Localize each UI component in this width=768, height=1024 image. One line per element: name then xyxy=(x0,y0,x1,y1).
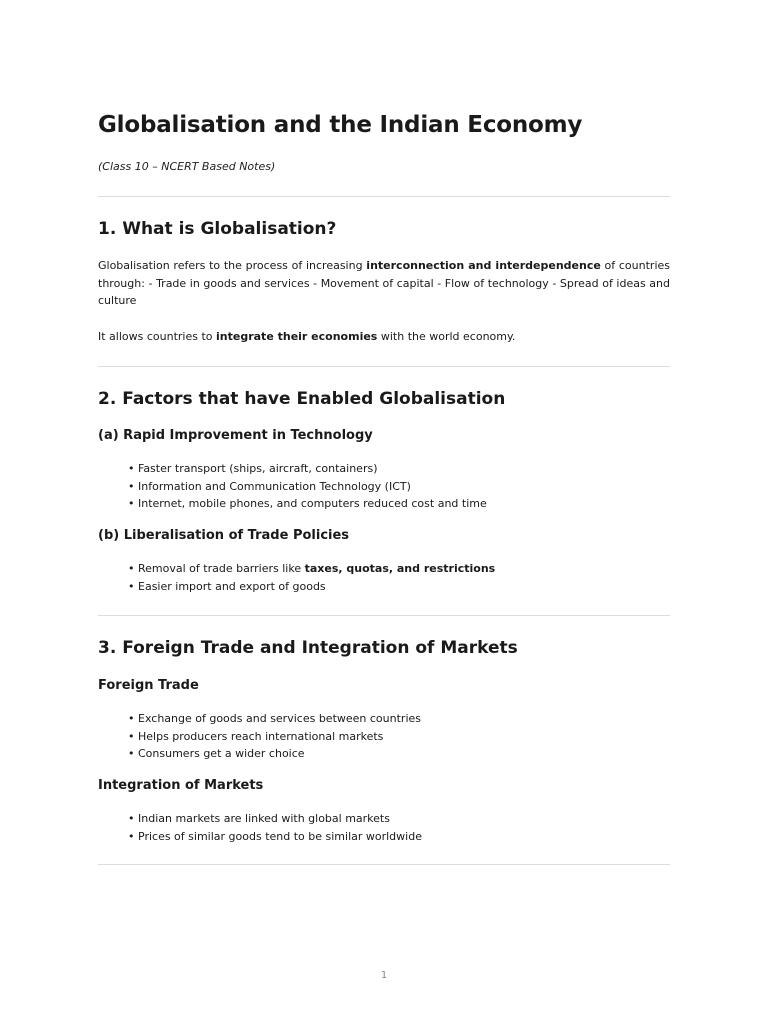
text-span: Globalisation refers to the process of increasing xyxy=(98,259,367,272)
list-item: • Helps producers reach international markets xyxy=(128,728,421,746)
list-item: • Indian markets are linked with global markets xyxy=(128,810,422,828)
document-title: Globalisation and the Indian Economy xyxy=(98,112,583,138)
list-item xyxy=(128,560,495,578)
section-divider xyxy=(98,196,670,197)
section-divider xyxy=(98,366,670,367)
list-item: • Exchange of goods and services between countries xyxy=(128,710,421,728)
section-divider xyxy=(98,864,670,865)
text-span: with the world economy. xyxy=(377,330,516,343)
list-item: • Information and Communication Technology (ICT) xyxy=(128,478,487,496)
list-item: • Easier import and export of goods xyxy=(128,578,495,596)
page-number: 1 xyxy=(380,970,388,981)
section-divider xyxy=(98,615,670,616)
document-subtitle: (Class 10 – NCERT Based Notes) xyxy=(98,160,276,173)
bold-text: integrate their economies xyxy=(216,330,378,343)
subsection-integration-heading: Integration of Markets xyxy=(98,778,264,793)
section-2-heading: 2. Factors that have Enabled Globalisation xyxy=(98,389,506,409)
technology-list xyxy=(128,460,487,513)
section-3-heading: 3. Foreign Trade and Integration of Markets xyxy=(98,638,518,658)
subsection-liberalisation-heading: (b) Liberalisation of Trade Policies xyxy=(98,528,350,543)
section-1-heading: 1. What is Globalisation? xyxy=(98,219,337,239)
section-1-paragraph-2 xyxy=(98,328,670,346)
bold-text: taxes, quotas, and restrictions xyxy=(304,562,496,575)
text-span: of countries through: - Trade in goods and services - Movement of capital - Flow of technology - Spread of ideas and culture xyxy=(98,259,670,307)
text-span: It allows countries to xyxy=(98,330,217,343)
integration-list xyxy=(128,810,422,845)
subsection-foreign-trade-heading: Foreign Trade xyxy=(98,678,199,693)
list-item: • Internet, mobile phones, and computers reduced cost and time xyxy=(128,495,487,513)
text-span: Removal of trade barriers like xyxy=(138,562,305,575)
list-item: • Prices of similar goods tend to be similar worldwide xyxy=(128,828,422,846)
bold-text: interconnection and interdependence xyxy=(366,259,601,272)
list-item: • Faster transport (ships, aircraft, containers) xyxy=(128,460,487,478)
subsection-technology-heading: (a) Rapid Improvement in Technology xyxy=(98,428,373,443)
list-item: • Consumers get a wider choice xyxy=(128,745,421,763)
foreign-trade-list xyxy=(128,710,421,763)
liberalisation-list xyxy=(128,560,495,595)
section-1-paragraph-1 xyxy=(98,257,670,310)
